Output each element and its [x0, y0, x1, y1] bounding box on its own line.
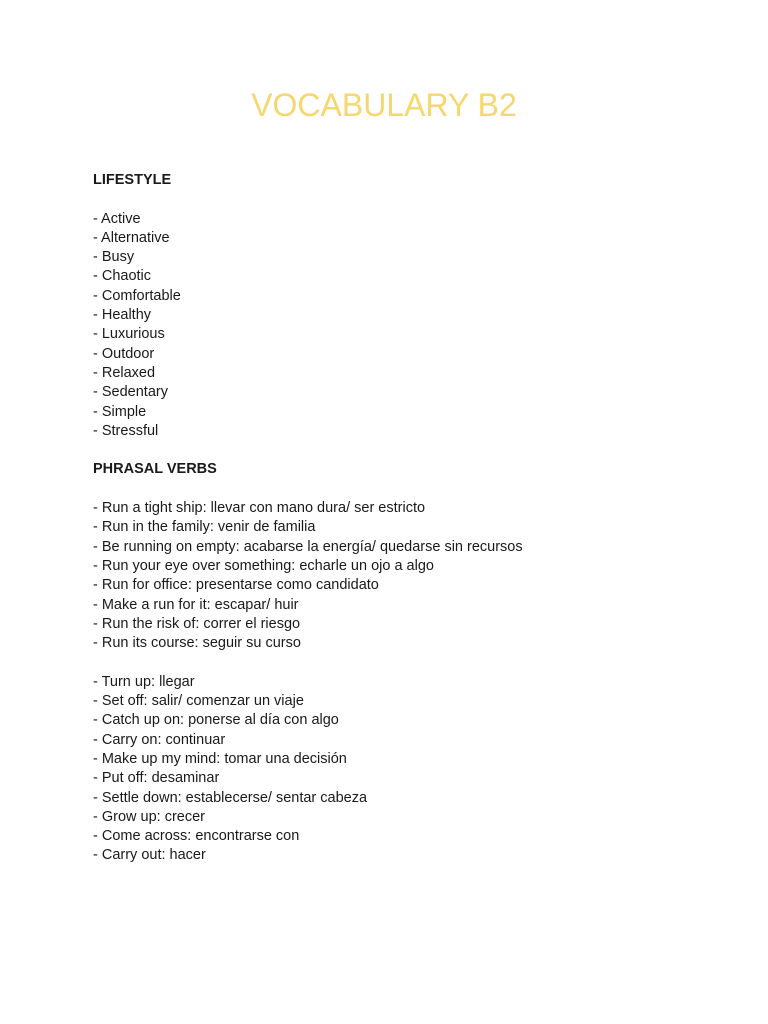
- list-item: - Turn up: llegar: [93, 673, 195, 690]
- list-item: - Run for office: presentarse como candidato: [93, 577, 379, 594]
- list-item: - Run in the family: venir de familia: [93, 519, 316, 536]
- list-item: - Comfortable: [93, 287, 181, 304]
- list-item: - Chaotic: [93, 268, 152, 285]
- list-item: - Luxurious: [93, 326, 165, 343]
- list-item: - Make a run for it: escapar/ huir: [93, 596, 299, 613]
- list-item: - Sedentary: [93, 384, 168, 401]
- list-item: - Carry on: continuar: [93, 731, 226, 748]
- list-item: - Relaxed: [93, 364, 156, 381]
- list-item: - Run its course: seguir su curso: [93, 635, 301, 652]
- other-phrasal-verbs-list: [93, 673, 713, 866]
- list-item: - Run the risk of: correr el riesgo: [93, 615, 301, 632]
- list-item: - Catch up on: ponerse al día con algo: [93, 712, 339, 729]
- page-title: VOCABULARY B2: [251, 87, 517, 123]
- list-item: - Make up my mind: tomar una decisión: [93, 750, 347, 767]
- phrasal-verbs-heading: PHRASAL VERBS: [93, 461, 217, 478]
- list-item: - Come across: encontrarse con: [93, 828, 300, 845]
- lifestyle-heading: LIFESTYLE: [93, 172, 172, 188]
- list-item: - Run a tight ship: llevar con mano dura/ ser estricto: [93, 500, 426, 517]
- list-item: - Set off: salir/ comenzar un viaje: [93, 693, 304, 710]
- list-item: - Outdoor: [93, 345, 155, 362]
- list-item: - Busy: [93, 249, 135, 266]
- list-item: - Stressful: [93, 422, 159, 439]
- lifestyle-list: [93, 210, 713, 442]
- list-item: - Active: [93, 210, 141, 227]
- list-item: - Carry out: hacer: [93, 847, 206, 864]
- list-item: - Alternative: [93, 229, 170, 246]
- list-item: - Run your eye over something: echarle un ojo a algo: [93, 557, 434, 574]
- list-item: - Healthy: [93, 307, 152, 324]
- spacer: [93, 190, 713, 209]
- list-item: - Be running on empty: acabarse la energía/ quedarse sin recursos: [93, 538, 523, 555]
- document-body: [93, 171, 713, 866]
- list-item: - Grow up: crecer: [93, 808, 205, 825]
- spacer: [93, 480, 713, 499]
- spacer: [93, 653, 713, 672]
- list-item: - Simple: [93, 403, 147, 420]
- spacer: [93, 441, 713, 460]
- list-item: - Settle down: establecerse/ sentar cabeza: [93, 789, 368, 806]
- list-item: - Put off: desaminar: [93, 770, 220, 787]
- run-phrasal-verbs-list: [93, 499, 713, 653]
